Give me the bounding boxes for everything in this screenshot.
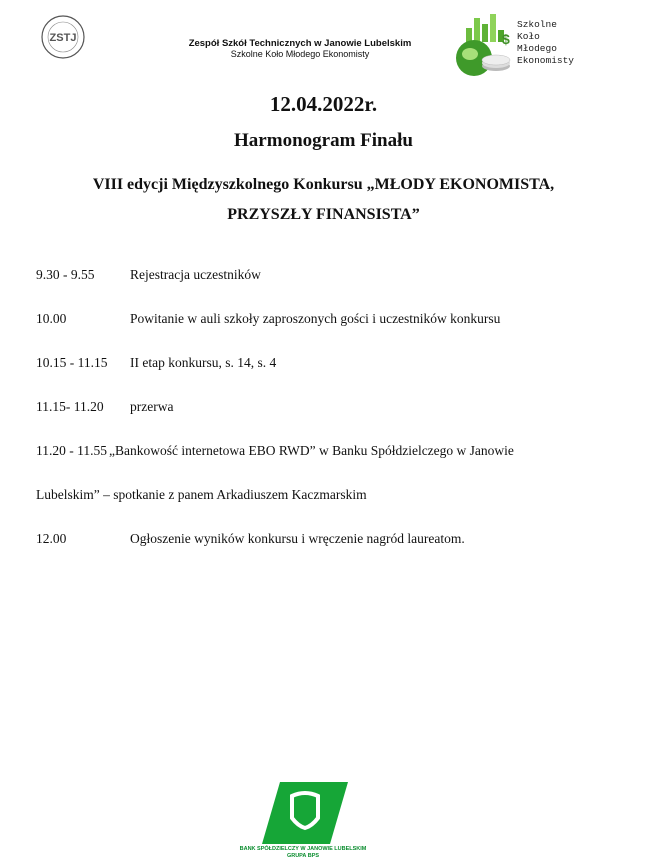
schedule-time: 10.00	[36, 311, 67, 326]
schedule-item	[36, 354, 616, 372]
schedule-item	[36, 310, 616, 328]
schedule-text: II etap konkursu, s. 14, s. 4	[130, 355, 277, 370]
document-subtitle	[60, 170, 587, 230]
bank-name	[190, 846, 416, 860]
bank-name-line: BANK SPÓŁDZIELCZY W JANOWIE LUBELSKIM	[239, 846, 367, 852]
club-name-line: Koło	[517, 31, 540, 42]
document-title: Harmonogram Finału	[234, 130, 413, 151]
economy-globe-graphic	[444, 14, 514, 80]
subtitle-line: PRZYSZŁY FINANSISTA”	[227, 206, 420, 223]
svg-text:$: $	[502, 31, 510, 47]
school-logo-seal	[40, 14, 86, 60]
club-name-line: Młodego	[517, 43, 557, 54]
schedule-time: 11.15- 11.20	[36, 399, 104, 414]
club-name: Szkolne Koło Młodego Ekonomisty	[230, 49, 370, 59]
club-name-line: Ekonomisty	[517, 55, 575, 66]
school-name: Zespół Szkół Technicznych w Janowie Lubelskim	[188, 38, 412, 49]
bank-name-line: GRUPA BPS	[286, 853, 320, 859]
schedule-text: Rejestracja uczestników	[130, 267, 261, 282]
schedule-text: Powitanie w auli szkoły zaproszonych gości i uczestników konkursu	[130, 311, 501, 326]
subtitle-line: VIII edycji Międzyszkolnego Konkursu „MŁODY EKONOMISTA,	[92, 176, 555, 193]
schedule-time: 11.20 - 11.55	[36, 443, 107, 458]
schedule-text: przerwa	[130, 399, 174, 414]
seal-text: ZSTJ	[49, 32, 77, 44]
club-name-stacked	[517, 19, 607, 67]
schedule-item	[36, 442, 616, 504]
schedule-item	[36, 266, 616, 284]
bank-logo	[262, 782, 348, 844]
schedule-text: „Bankowość internetowa EBO RWD” w Banku Spółdzielczego w Janowie	[109, 443, 514, 458]
schedule-text-continued: Lubelskim” – spotkanie z panem Arkadiuszem Kaczmarskim	[36, 487, 367, 502]
club-name-line: Szkolne	[517, 19, 557, 30]
schedule-item	[36, 398, 616, 416]
document-date: 12.04.2022r.	[269, 92, 378, 116]
schedule-time: 12.00	[36, 531, 67, 546]
schedule-text: Ogłoszenie wyników konkursu i wręczenie nagród laureatom.	[130, 531, 465, 546]
schedule-time: 10.15 - 11.15	[36, 355, 108, 370]
schedule-item	[36, 530, 616, 548]
schedule-time: 9.30 - 9.55	[36, 267, 95, 282]
